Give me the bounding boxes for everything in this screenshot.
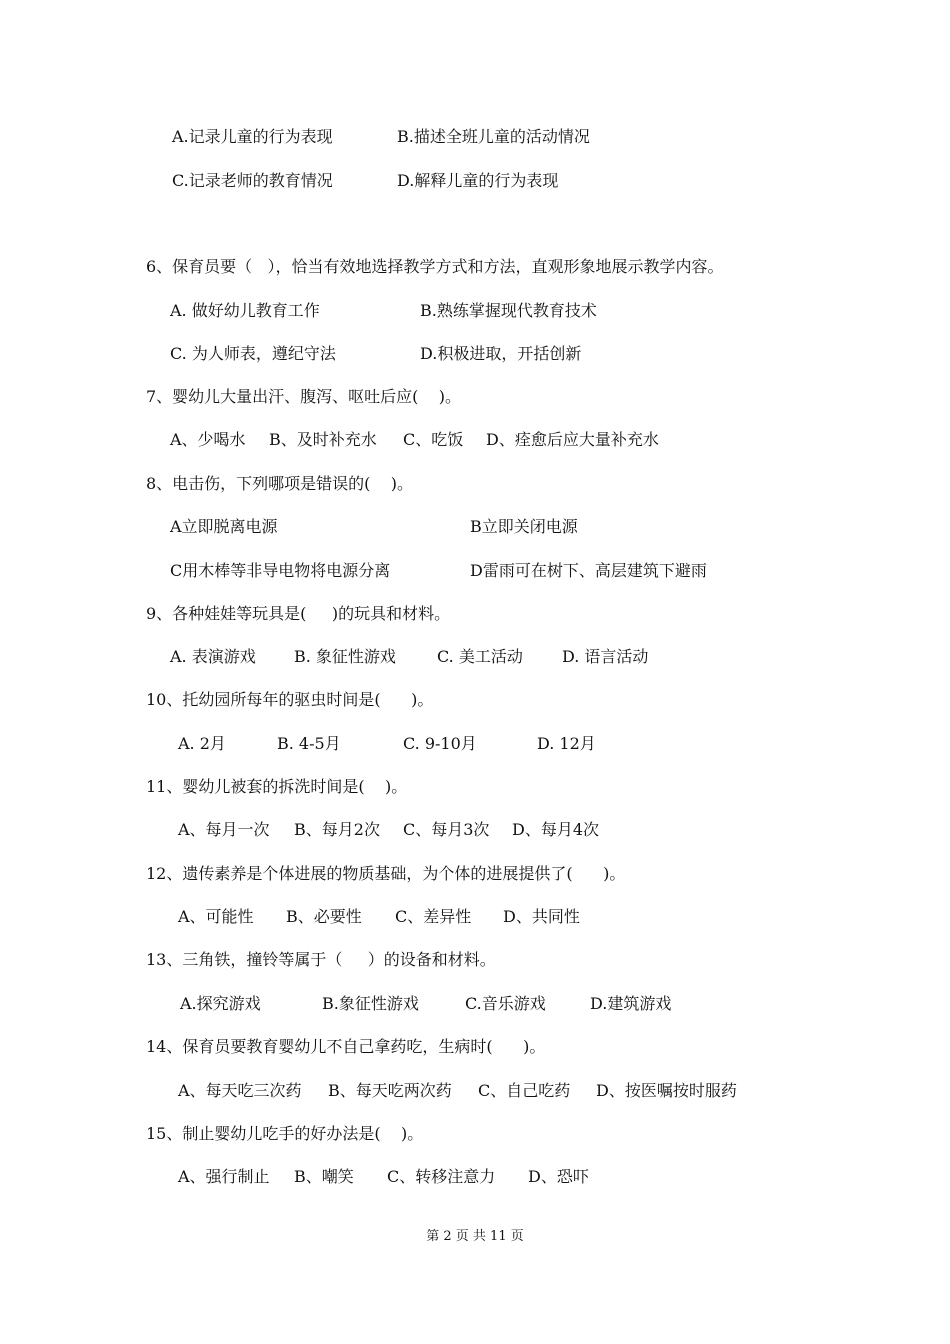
q7-stem: 7、婴幼儿大量出汗、腹泻、呕吐后应( )。 [146, 387, 462, 406]
q8-option-d: D雷雨可在树下、高层建筑下避雨 [470, 561, 707, 580]
q11-option-d: D、每月4次 [512, 820, 600, 839]
q15-option-d: D、恐吓 [528, 1167, 589, 1186]
q11-option-b: B、每月2次 [294, 820, 380, 839]
q7-option-d: D、痊愈后应大量补充水 [486, 430, 659, 449]
q8-option-c: C用木棒等非导电物将电源分离 [170, 561, 391, 580]
q13-option-b: B.象征性游戏 [322, 994, 419, 1013]
q12-option-c: C、差异性 [395, 907, 472, 926]
q14-option-c: C、自己吃药 [478, 1081, 571, 1100]
q12-option-b: B、必要性 [286, 907, 362, 926]
q11-option-c: C、每月3次 [403, 820, 490, 839]
q6-stem: 6、保育员要（ ），恰当有效地选择教学方式和方法，直观形象地展示教学内容。 [146, 257, 724, 276]
q9-stem: 9、各种娃娃等玩具是( )的玩具和材料。 [146, 604, 451, 623]
q6-option-d: D.积极进取，开括创新 [420, 344, 582, 363]
q13-option-a: A.探究游戏 [180, 994, 261, 1013]
q7-option-a: A、少喝水 [170, 430, 246, 449]
q5-option-c: C.记录老师的教育情况 [172, 171, 333, 190]
q5-option-b: B.描述全班儿童的活动情况 [397, 127, 590, 146]
q14-option-b: B、每天吃两次药 [328, 1081, 452, 1100]
q9-option-a: A. 表演游戏 [170, 647, 256, 666]
q15-option-a: A、强行制止 [178, 1167, 270, 1186]
q9-option-c: C. 美工活动 [437, 647, 523, 666]
q8-stem: 8、电击伤，下列哪项是错误的( )。 [146, 474, 414, 493]
q8-option-b: B立即关闭电源 [470, 517, 578, 536]
q7-option-b: B、及时补充水 [269, 430, 377, 449]
q15-option-b: B、嘲笑 [294, 1167, 354, 1186]
q14-stem: 14、保育员要教育婴幼儿不自己拿药吃，生病时( )。 [146, 1037, 546, 1056]
q5-option-d: D.解释儿童的行为表现 [397, 171, 559, 190]
q15-stem: 15、制止婴幼儿吃手的好办法是( )。 [146, 1124, 424, 1143]
q14-option-a: A、每天吃三次药 [178, 1081, 302, 1100]
q6-option-a: A. 做好幼儿教育工作 [170, 301, 320, 320]
q8-option-a: A立即脱离电源 [170, 517, 278, 536]
q10-option-d: D. 12月 [537, 734, 596, 753]
q9-option-d: D. 语言活动 [562, 647, 649, 666]
q12-option-d: D、共同性 [503, 907, 580, 926]
q7-option-c: C、吃饭 [403, 430, 464, 449]
q11-stem: 11、婴幼儿被套的拆洗时间是( )。 [146, 777, 408, 796]
q14-option-d: D、按医嘱按时服药 [596, 1081, 737, 1100]
q6-option-c: C. 为人师表，遵纪守法 [170, 344, 336, 363]
q15-option-c: C、转移注意力 [387, 1167, 496, 1186]
q6-option-b: B.熟练掌握现代教育技术 [420, 301, 597, 320]
q5-option-a: A.记录儿童的行为表现 [172, 127, 333, 146]
q12-option-a: A、可能性 [178, 907, 254, 926]
q10-option-b: B. 4-5月 [277, 734, 341, 753]
q11-option-a: A、每月一次 [178, 820, 270, 839]
page-number-footer: 第 2 页 共 11 页 [426, 1229, 524, 1244]
q10-option-a: A. 2月 [178, 734, 226, 753]
q13-stem: 13、三角铁，撞铃等属于（ ）的设备和材料。 [146, 950, 496, 969]
q12-stem: 12、遗传素养是个体进展的物质基础，为个体的进展提供了( )。 [146, 864, 626, 883]
q10-option-c: C. 9-10月 [403, 734, 477, 753]
q13-option-c: C.音乐游戏 [465, 994, 546, 1013]
q10-stem: 10、托幼园所每年的驱虫时间是( )。 [146, 690, 434, 709]
q13-option-d: D.建筑游戏 [590, 994, 672, 1013]
q9-option-b: B. 象征性游戏 [294, 647, 396, 666]
